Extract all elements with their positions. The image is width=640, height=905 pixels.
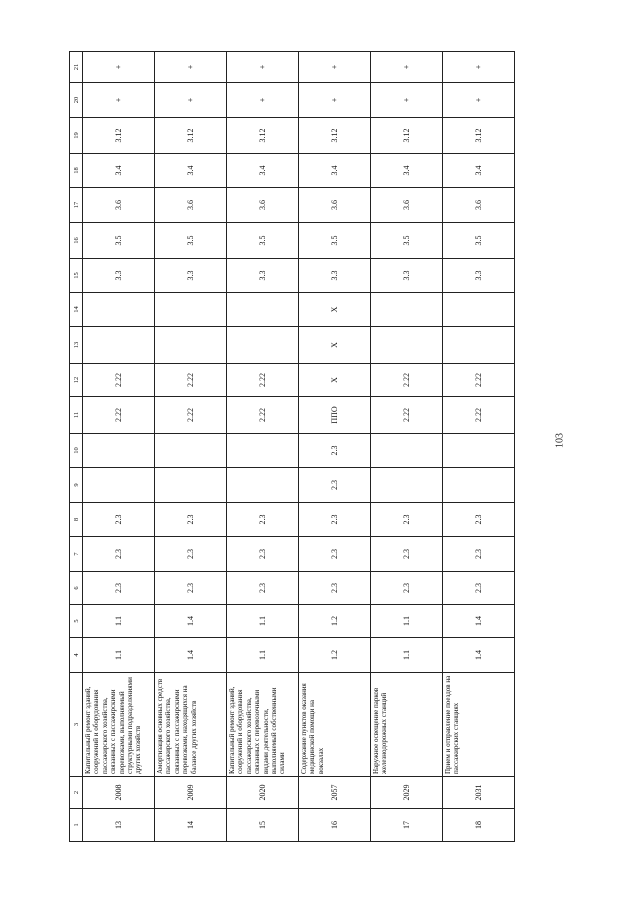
table-cell xyxy=(155,293,227,327)
table-cell: 3.3 xyxy=(155,259,227,293)
table-cell: 17 xyxy=(371,809,443,842)
table-cell: 2.3 xyxy=(155,537,227,572)
column-number: 19 xyxy=(70,118,83,154)
column-number: 14 xyxy=(70,293,83,327)
table-cell: 2.3 xyxy=(227,572,299,605)
table-row xyxy=(83,52,155,842)
table-cell: 3.6 xyxy=(227,188,299,223)
table-row xyxy=(443,52,515,842)
table-cell: 3.5 xyxy=(443,223,515,259)
table-cell: 2.3 xyxy=(227,537,299,572)
table-cell: 2.22 xyxy=(443,397,515,434)
table-cell: 2009 xyxy=(155,777,227,809)
table-cell: 2.3 xyxy=(443,537,515,572)
table-cell: + xyxy=(371,83,443,118)
table-cell: + xyxy=(443,52,515,83)
table-cell: 1.4 xyxy=(443,638,515,673)
table-cell: 3.5 xyxy=(371,223,443,259)
column-number: 5 xyxy=(70,605,83,638)
data-table xyxy=(69,51,515,842)
table-cell: + xyxy=(371,52,443,83)
table-cell: 2.3 xyxy=(83,537,155,572)
table-cell xyxy=(155,327,227,364)
table-cell: 3.3 xyxy=(83,259,155,293)
table-cell: Х xyxy=(299,327,371,364)
column-number: 17 xyxy=(70,188,83,223)
table-cell: 2.22 xyxy=(443,364,515,397)
table-cell: 2.3 xyxy=(443,572,515,605)
table-cell: 3.3 xyxy=(371,259,443,293)
table-cell: + xyxy=(155,52,227,83)
table-cell xyxy=(371,468,443,503)
table-cell: 3.12 xyxy=(299,118,371,154)
table-cell: 1.1 xyxy=(83,638,155,673)
table-cell: ППО xyxy=(299,397,371,434)
table-cell: + xyxy=(299,52,371,83)
table-cell: 3.12 xyxy=(371,118,443,154)
table-cell xyxy=(227,468,299,503)
table-cell: 3.4 xyxy=(443,154,515,188)
table-cell: 2008 xyxy=(83,777,155,809)
table-cell: 2029 xyxy=(371,777,443,809)
table-cell: 2.3 xyxy=(371,503,443,537)
table-cell: 2.22 xyxy=(371,397,443,434)
table-cell: 2.3 xyxy=(371,537,443,572)
table-cell: + xyxy=(155,83,227,118)
table-cell: 3.4 xyxy=(371,154,443,188)
table-cell: + xyxy=(443,83,515,118)
table-cell: 3.3 xyxy=(443,259,515,293)
table-cell xyxy=(371,434,443,468)
table-cell: 2031 xyxy=(443,777,515,809)
table-cell: 3.5 xyxy=(155,223,227,259)
table-cell: 2057 xyxy=(299,777,371,809)
table-cell xyxy=(227,434,299,468)
table-cell: 1.1 xyxy=(227,605,299,638)
table-cell: + xyxy=(83,83,155,118)
table-cell: + xyxy=(299,83,371,118)
table-cell: 3.5 xyxy=(299,223,371,259)
table-cell: 15 xyxy=(227,809,299,842)
table-cell: 2.22 xyxy=(227,364,299,397)
table-cell: 2.22 xyxy=(155,364,227,397)
table-cell: 2.22 xyxy=(227,397,299,434)
table-cell xyxy=(371,327,443,364)
table-cell: 3.12 xyxy=(443,118,515,154)
table-cell: 1.4 xyxy=(155,638,227,673)
table-cell xyxy=(83,434,155,468)
table-cell: 1.1 xyxy=(227,638,299,673)
table-cell: 3.4 xyxy=(83,154,155,188)
table-cell: 3.5 xyxy=(83,223,155,259)
column-number: 1 xyxy=(70,809,83,842)
table-cell: 2.3 xyxy=(155,572,227,605)
table-cell: 3.6 xyxy=(371,188,443,223)
table-cell: Х xyxy=(299,293,371,327)
table-cell: 13 xyxy=(83,809,155,842)
table-cell xyxy=(443,327,515,364)
table-cell xyxy=(83,468,155,503)
table-cell: 2.3 xyxy=(83,572,155,605)
table-cell: 2.22 xyxy=(83,364,155,397)
table-cell xyxy=(227,327,299,364)
table-cell: 3.12 xyxy=(227,118,299,154)
table-cell xyxy=(443,293,515,327)
table-cell: 3.4 xyxy=(227,154,299,188)
table-cell xyxy=(155,434,227,468)
table-cell: + xyxy=(227,83,299,118)
table-cell: 2.3 xyxy=(227,503,299,537)
table-cell: 1.2 xyxy=(299,638,371,673)
table-cell: 2.22 xyxy=(371,364,443,397)
table-cell: 2.3 xyxy=(299,503,371,537)
table-cell: Содержание пунктов оказания медицинской помощи на вокзалах xyxy=(299,673,371,777)
table-cell: 2.3 xyxy=(299,537,371,572)
column-number: 10 xyxy=(70,434,83,468)
table-cell: 1.1 xyxy=(371,605,443,638)
table-cell: 1.4 xyxy=(155,605,227,638)
table-cell: 3.3 xyxy=(227,259,299,293)
table-cell: 3.6 xyxy=(299,188,371,223)
table-cell: 3.4 xyxy=(299,154,371,188)
table-cell xyxy=(443,468,515,503)
table-cell: 3.6 xyxy=(155,188,227,223)
table-cell xyxy=(83,293,155,327)
column-number: 11 xyxy=(70,397,83,434)
page-number: 103 xyxy=(554,433,566,448)
table-cell: 1.1 xyxy=(371,638,443,673)
table-row xyxy=(371,52,443,842)
table-row xyxy=(299,52,371,842)
table-cell: 3.12 xyxy=(155,118,227,154)
table-cell: 2.3 xyxy=(299,572,371,605)
column-number: 6 xyxy=(70,572,83,605)
column-number: 7 xyxy=(70,537,83,572)
table-cell: 3.4 xyxy=(155,154,227,188)
table-cell xyxy=(227,293,299,327)
column-number: 8 xyxy=(70,503,83,537)
column-number: 2 xyxy=(70,777,83,809)
column-number: 13 xyxy=(70,327,83,364)
table-cell: 2020 xyxy=(227,777,299,809)
table-cell: 2.22 xyxy=(155,397,227,434)
table-cell: 2.3 xyxy=(299,468,371,503)
table-cell: Наружное освещение парков железнодорожных станций xyxy=(371,673,443,777)
table-cell: 3.3 xyxy=(299,259,371,293)
column-number: 3 xyxy=(70,673,83,777)
table-cell: 2.3 xyxy=(443,503,515,537)
table-row xyxy=(155,52,227,842)
table-row xyxy=(227,52,299,842)
column-number: 16 xyxy=(70,223,83,259)
table-cell: Капитальный ремонт зданий, сооружений и оборудования пассажирского хозяйства, связанных с пассажирскими перевозками, выполняемый структурными подразделениями других хозяйств xyxy=(83,673,155,777)
column-number: 15 xyxy=(70,259,83,293)
rotated-table-container xyxy=(69,63,536,842)
table-cell: 2.22 xyxy=(83,397,155,434)
column-number: 9 xyxy=(70,468,83,503)
table-cell xyxy=(155,468,227,503)
table-cell: Х xyxy=(299,364,371,397)
table-cell xyxy=(83,327,155,364)
table-cell: 1.1 xyxy=(83,605,155,638)
table-cell: Капитальный ремонт зданий, сооружений и оборудования пассажирского хозяйства, связанных с перевозочными видами деятельности, выполняемый собственными силами xyxy=(227,673,299,777)
table-cell: 18 xyxy=(443,809,515,842)
table-cell: + xyxy=(83,52,155,83)
column-number: 12 xyxy=(70,364,83,397)
column-number: 4 xyxy=(70,638,83,673)
table-cell: 2.3 xyxy=(299,434,371,468)
table-cell: 3.6 xyxy=(443,188,515,223)
column-number: 21 xyxy=(70,52,83,83)
table-cell: 1.2 xyxy=(299,605,371,638)
table-cell xyxy=(443,434,515,468)
table-cell: Амортизация основных средств пассажирского хозяйства, связанных с пассажирскими перевозками, находящихся на балансе других хозяйств xyxy=(155,673,227,777)
column-number: 18 xyxy=(70,154,83,188)
table-cell: + xyxy=(227,52,299,83)
table-cell: 14 xyxy=(155,809,227,842)
table-cell: 3.6 xyxy=(83,188,155,223)
header-row xyxy=(70,52,83,842)
table-cell: Прием и отправление поездов на пассажирских станциях xyxy=(443,673,515,777)
table-cell: 3.5 xyxy=(227,223,299,259)
table-cell: 16 xyxy=(299,809,371,842)
table-cell xyxy=(371,293,443,327)
table-cell: 1.4 xyxy=(443,605,515,638)
table-cell: 3.12 xyxy=(83,118,155,154)
table-cell: 2.3 xyxy=(83,503,155,537)
column-number: 20 xyxy=(70,83,83,118)
table-cell: 2.3 xyxy=(371,572,443,605)
table-cell: 2.3 xyxy=(155,503,227,537)
